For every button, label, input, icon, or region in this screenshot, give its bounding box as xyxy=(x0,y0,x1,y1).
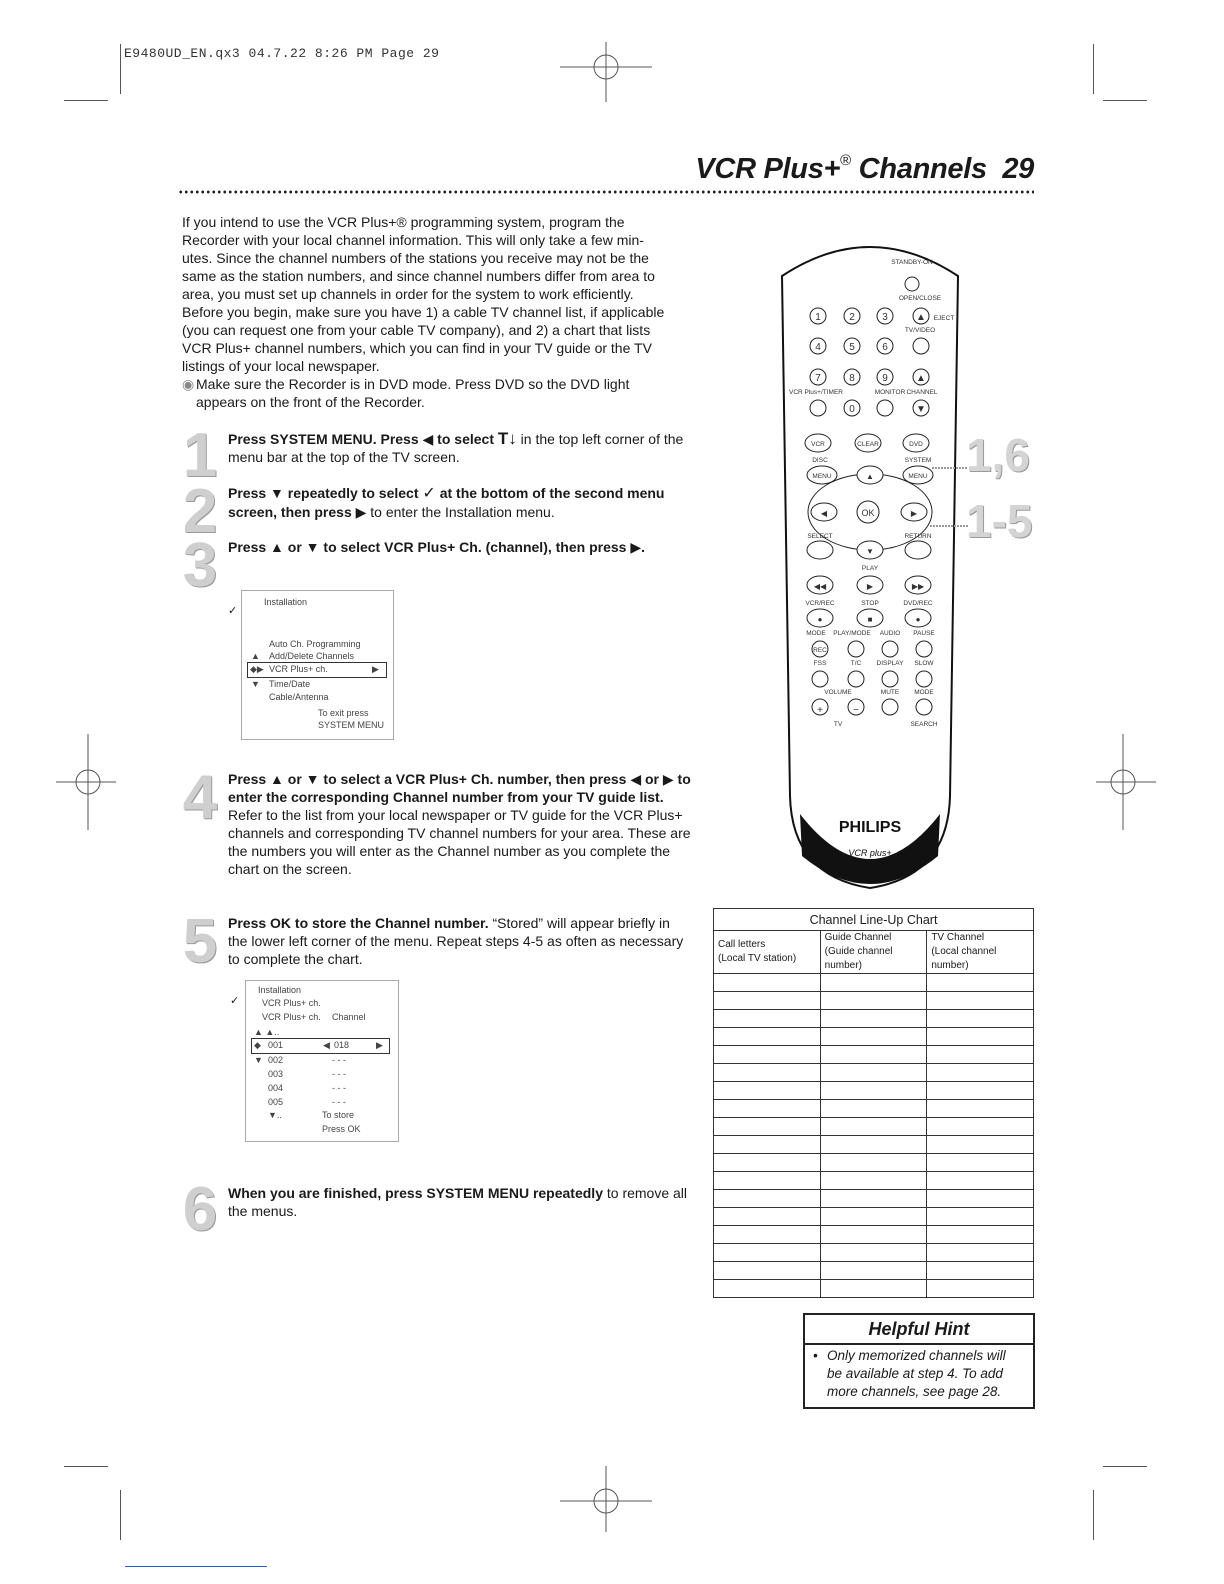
remote-label: DISC xyxy=(812,457,828,464)
store-hint: To store xyxy=(322,1110,355,1120)
chart-cell xyxy=(714,1082,821,1100)
svg-text:◀◀: ◀◀ xyxy=(813,582,827,591)
remote-label: PLAY/MODE xyxy=(833,630,871,637)
chart-cell xyxy=(820,1046,927,1064)
remote-label: MENU xyxy=(908,473,928,480)
chart-cell xyxy=(820,1280,927,1298)
chart-cell xyxy=(820,1118,927,1136)
svg-text:■: ■ xyxy=(867,615,873,624)
wrench-icon: ✓ xyxy=(230,995,240,1007)
remote-label: VOLUME xyxy=(824,689,852,696)
channel-row-value: - - - xyxy=(332,1055,346,1065)
chart-header: Guide Channel (Guide channel number) xyxy=(820,931,927,974)
step-1-text: Press SYSTEM MENU. Press ◀ to select T↓ in the top left corner of the menu bar at the top of the TV screen. xyxy=(228,429,684,465)
chart-cell xyxy=(714,1244,821,1262)
step-4-text: Press ▲ or ▼ to select a VCR Plus+ Ch. number, then press ◀ or ▶ to enter the corresponding Channel number from your TV guide list. Refer to the list from your local newspaper or TV guide for the VCR Plus+ channels and corresponding TV channel numbers for your area. These are the numbers you will enter as the Channel number as you complete the chart on the screen. xyxy=(228,771,691,877)
step-6-text: When you are finished, press SYSTEM MENU repeatedly to remove all the menus. xyxy=(228,1185,688,1219)
remote-label: VCR/REC xyxy=(805,600,835,607)
chart-caption: Channel Line-Up Chart xyxy=(714,909,1034,931)
crop-mark xyxy=(1103,100,1147,101)
chart-cell xyxy=(820,1100,927,1118)
chart-row xyxy=(714,1172,1034,1190)
chart-cell xyxy=(714,1226,821,1244)
chart-cell xyxy=(927,1100,1034,1118)
remote-label: STOP xyxy=(861,600,879,607)
remote-label: T/C xyxy=(850,660,862,667)
chart-header: Call letters (Local TV station) xyxy=(714,931,821,974)
vcr-plus-logo: VCR plus+ xyxy=(848,848,892,858)
channel-row-number: 003 xyxy=(268,1069,284,1079)
crop-mark xyxy=(1103,1466,1147,1467)
chart-cell xyxy=(714,1262,821,1280)
menu-item: Cable/Antenna xyxy=(269,692,329,702)
remote-label: TV xyxy=(833,721,843,728)
svg-text:0: 0 xyxy=(849,404,855,415)
store-hint: Press OK xyxy=(322,1124,361,1134)
svg-text:5: 5 xyxy=(849,342,855,353)
chart-cell xyxy=(820,992,927,1010)
chart-cell xyxy=(927,1046,1034,1064)
chart-cell xyxy=(714,1118,821,1136)
remote-label: SYSTEM xyxy=(904,457,932,464)
chart-row xyxy=(714,974,1034,992)
remote-label: MUTE xyxy=(880,689,900,696)
intro-bullet: ◉ Make sure the Recorder is in DVD mode. Press DVD so the DVD light appears on the front of the Recorder. xyxy=(182,376,630,410)
chart-cell xyxy=(820,1172,927,1190)
chart-cell xyxy=(927,1190,1034,1208)
step-5-text: Press OK to store the Channel number. “Stored” will appear briefly in the lower left corner of the menu. Repeat steps 4-5 as often as necessary to complete the chart. xyxy=(228,915,684,967)
channel-row-number: 004 xyxy=(268,1083,284,1093)
svg-text:OK: OK xyxy=(861,508,875,518)
menu-item: Add/Delete Channels xyxy=(269,651,355,661)
channel-row-value: - - - xyxy=(332,1097,346,1107)
svg-text:2: 2 xyxy=(849,312,855,323)
menu-title: Installation xyxy=(258,985,302,995)
svg-text:▲: ▲ xyxy=(916,312,926,323)
crop-mark xyxy=(64,1466,108,1467)
chart-row xyxy=(714,1226,1034,1244)
step-3-text: Press ▲ or ▼ to select VCR Plus+ Ch. (channel), then press ▶. xyxy=(228,539,645,555)
remote-label: TV/VIDEO xyxy=(904,327,936,334)
chart-cell xyxy=(820,1226,927,1244)
callout-steps-1-6: 1,6 xyxy=(966,429,1030,481)
remote-label: DISPLAY xyxy=(876,660,904,667)
chart-cell xyxy=(927,1244,1034,1262)
svg-text:▲: ▲ xyxy=(916,373,926,384)
chart-cell xyxy=(927,1154,1034,1172)
chart-cell xyxy=(820,1064,927,1082)
channel-row-value: - - - xyxy=(332,1069,346,1079)
remote-label: STANDBY-ON xyxy=(891,259,933,266)
svg-text:−: − xyxy=(853,705,859,716)
chart-cell xyxy=(714,1208,821,1226)
svg-text:▶: ▶ xyxy=(910,509,918,518)
remote-label: CHANNEL xyxy=(906,389,938,396)
remote-label: OPEN/CLOSE xyxy=(898,295,942,302)
step-number: 5 xyxy=(182,907,218,976)
intro-text: If you intend to use the VCR Plus+® programming system, program the Recorder with your local channel information. This will only take a few min- utes. Since the channel numbers of the stations you receive may not be the same as the station numbers, and since channel numbers differ from area to area, you must set up channels in order for the system to work efficiently. Before you begin, make sure you have 1) a cable TV channel list, if applicable (you can request one from your cable TV company), and 2) a chart that lists VCR Plus+ channel numbers, which you can find in your TV guide or the TV listings of your local newspaper. ◉ Make sure the Recorder is in DVD mode. Press DVD so the DVD light appears on the front of the Recorder. xyxy=(182,213,694,411)
menu-title: Installation xyxy=(264,597,308,607)
chart-cell xyxy=(927,1118,1034,1136)
chart-cell xyxy=(714,1280,821,1298)
chart-row xyxy=(714,992,1034,1010)
step-number: 4 xyxy=(182,763,218,832)
hint-title: Helpful Hint xyxy=(805,1315,1033,1345)
chart-cell xyxy=(927,1136,1034,1154)
chart-cell xyxy=(927,1064,1034,1082)
chart-cell xyxy=(927,1262,1034,1280)
chart-row xyxy=(714,1100,1034,1118)
chart-cell xyxy=(820,1136,927,1154)
menu-exit-hint: To exit press xyxy=(318,708,369,718)
chart-row xyxy=(714,1280,1034,1298)
up-arrow-icon: ▲ ▲.. xyxy=(254,1027,280,1037)
chart-cell xyxy=(820,1208,927,1226)
bottom-rule xyxy=(125,1566,267,1567)
remote-label: VCR xyxy=(811,441,825,448)
svg-text:1: 1 xyxy=(815,312,821,323)
chart-cell xyxy=(714,1154,821,1172)
down-arrow-icon: ▼ xyxy=(251,679,260,689)
chart-cell xyxy=(714,1136,821,1154)
installation-menu-screen xyxy=(241,590,394,740)
chart-cell xyxy=(820,1154,927,1172)
crop-mark xyxy=(1093,44,1094,94)
remote-label: REC xyxy=(813,647,827,654)
chart-cell xyxy=(820,1262,927,1280)
svg-text:4: 4 xyxy=(815,342,821,353)
chart-cell xyxy=(927,1082,1034,1100)
channel-row-value: 018 xyxy=(334,1040,350,1050)
chart-cell xyxy=(927,1280,1034,1298)
svg-text:9: 9 xyxy=(882,373,888,384)
menu-subtitle: VCR Plus+ ch. xyxy=(262,998,321,1008)
right-arrow-icon: ▶ xyxy=(376,1040,383,1050)
step-number: 3 xyxy=(182,531,218,600)
chart-cell xyxy=(714,1010,821,1028)
remote-label: MODE xyxy=(914,689,934,696)
chart-cell xyxy=(927,992,1034,1010)
step-number: 6 xyxy=(182,1175,218,1244)
right-arrow-icon: ▶ xyxy=(372,664,379,674)
chart-row xyxy=(714,1136,1034,1154)
svg-text:◀: ◀ xyxy=(820,509,828,518)
remote-label: CLEAR xyxy=(857,441,879,448)
channel-row-number: 005 xyxy=(268,1097,284,1107)
remote-label: PLAY xyxy=(861,565,879,572)
svg-text:●: ● xyxy=(817,615,823,624)
chart-row xyxy=(714,1046,1034,1064)
crop-mark xyxy=(120,44,121,94)
step-number: 1 xyxy=(182,421,218,490)
wrench-icon: ✓ xyxy=(228,605,238,617)
remote-label: DVD/REC xyxy=(903,600,933,607)
chart-cell xyxy=(820,1028,927,1046)
chart-cell xyxy=(927,1226,1034,1244)
registration-mark xyxy=(556,1466,656,1536)
remote-label: FSS xyxy=(813,660,827,667)
remote-label: DVD xyxy=(909,441,923,448)
chart-cell xyxy=(927,1172,1034,1190)
registration-mark xyxy=(56,734,116,834)
chart-cell xyxy=(714,1190,821,1208)
chart-cell xyxy=(927,1010,1034,1028)
svg-text:8: 8 xyxy=(849,373,855,384)
up-arrow-icon: ▲ xyxy=(251,651,260,661)
remote-label: MONITOR xyxy=(874,389,906,396)
chart-cell xyxy=(927,974,1034,992)
chart-cell xyxy=(820,1082,927,1100)
down-arrow-icon: ▼ xyxy=(254,1055,263,1065)
column-header: VCR Plus+ ch. xyxy=(262,1012,321,1022)
step-2-text: Press ▼ repeatedly to select ✓ at the bottom of the second menu screen, then press ▶ to enter the Installation menu. xyxy=(228,485,665,520)
menu-item: Auto Ch. Programming xyxy=(269,639,361,649)
registration-mark xyxy=(556,42,656,102)
svg-text:7: 7 xyxy=(815,373,821,384)
remote-label: SELECT xyxy=(807,533,833,540)
selector-icon: ◆ xyxy=(254,1040,261,1050)
chart-row xyxy=(714,1244,1034,1262)
step-number: 2 xyxy=(182,477,218,546)
svg-text:+: + xyxy=(817,705,823,716)
chart-header: TV Channel (Local channel number) xyxy=(927,931,1034,974)
svg-text:▶▶: ▶▶ xyxy=(911,582,925,591)
channel-row-number: 001 xyxy=(268,1040,284,1050)
chart-row xyxy=(714,1010,1034,1028)
chart-cell xyxy=(927,1208,1034,1226)
chart-cell xyxy=(714,1028,821,1046)
registration-mark xyxy=(1096,734,1156,834)
chart-row xyxy=(714,1262,1034,1280)
chart-cell xyxy=(714,974,821,992)
menu-exit-hint: SYSTEM MENU xyxy=(318,720,385,730)
down-arrow-icon: ▼.. xyxy=(268,1110,282,1120)
page-title: VCR Plus+® Channels 29 xyxy=(695,152,1034,185)
left-right-arrow-icon: ◆▶ xyxy=(250,664,264,674)
crop-mark xyxy=(1093,1490,1094,1540)
chart-cell xyxy=(927,1028,1034,1046)
remote-label: MENU xyxy=(812,473,832,480)
wrench-icon: ✓ xyxy=(422,485,436,502)
svg-text:3: 3 xyxy=(882,312,888,323)
chart-row xyxy=(714,1028,1034,1046)
hint-body: • Only memorized channels will be available at step 4. To add more channels, see page 28. xyxy=(813,1348,1006,1399)
chart-row xyxy=(714,1082,1034,1100)
menu-item: Time/Date xyxy=(269,679,311,689)
chart-row xyxy=(714,1154,1034,1172)
left-arrow-icon: ◀ xyxy=(323,1040,330,1050)
installation-tab-icon: T↓ xyxy=(497,429,517,448)
remote-label: RETURN xyxy=(904,533,932,540)
remote-label: PAUSE xyxy=(913,630,935,637)
file-slug: E9480UD_EN.qx3 04.7.22 8:26 PM Page 29 xyxy=(124,46,440,61)
svg-text:▼: ▼ xyxy=(916,404,926,415)
bullet-icon: ◉ xyxy=(182,376,195,392)
page-number: 29 xyxy=(1002,153,1034,185)
remote-control-illustration xyxy=(772,236,968,892)
remote-label: SLOW xyxy=(914,660,934,667)
column-header: Channel xyxy=(332,1012,366,1022)
chart-row xyxy=(714,1208,1034,1226)
remote-label: SEARCH xyxy=(910,721,938,728)
chart-cell xyxy=(714,1100,821,1118)
svg-text:6: 6 xyxy=(882,342,888,353)
svg-text:▶: ▶ xyxy=(866,582,874,591)
chart-row xyxy=(714,1118,1034,1136)
menu-item-selected: VCR Plus+ ch. xyxy=(269,664,328,674)
chart-cell xyxy=(820,1190,927,1208)
bullet-icon: • xyxy=(813,1348,818,1363)
channel-row-value: - - - xyxy=(332,1083,346,1093)
chart-cell xyxy=(820,1010,927,1028)
svg-text:●: ● xyxy=(915,615,921,624)
lineup-table xyxy=(713,908,1034,1298)
vcr-plus-channel-screen xyxy=(245,980,399,1142)
channel-row-number: 002 xyxy=(268,1055,284,1065)
helpful-hint-box xyxy=(803,1313,1035,1409)
channel-lineup-chart xyxy=(713,908,1033,1298)
brand-logo: PHILIPS xyxy=(838,819,902,836)
chart-cell xyxy=(714,1172,821,1190)
svg-text:▼: ▼ xyxy=(866,547,874,556)
crop-mark xyxy=(120,1490,121,1540)
chart-cell xyxy=(714,992,821,1010)
callout-steps-1-5: 1-5 xyxy=(966,495,1033,547)
dotted-rule xyxy=(178,190,1034,194)
remote-label: AUDIO xyxy=(879,630,901,637)
chart-cell xyxy=(714,1064,821,1082)
remote-label: VCR Plus+/TIMER xyxy=(789,389,843,396)
chart-cell xyxy=(820,974,927,992)
remote-label: EJECT xyxy=(933,315,955,322)
chart-cell xyxy=(714,1046,821,1064)
svg-text:▲: ▲ xyxy=(866,472,874,481)
chart-row xyxy=(714,1190,1034,1208)
remote-label: MODE xyxy=(806,630,826,637)
crop-mark xyxy=(64,100,108,101)
chart-row xyxy=(714,1064,1034,1082)
chart-cell xyxy=(820,1244,927,1262)
